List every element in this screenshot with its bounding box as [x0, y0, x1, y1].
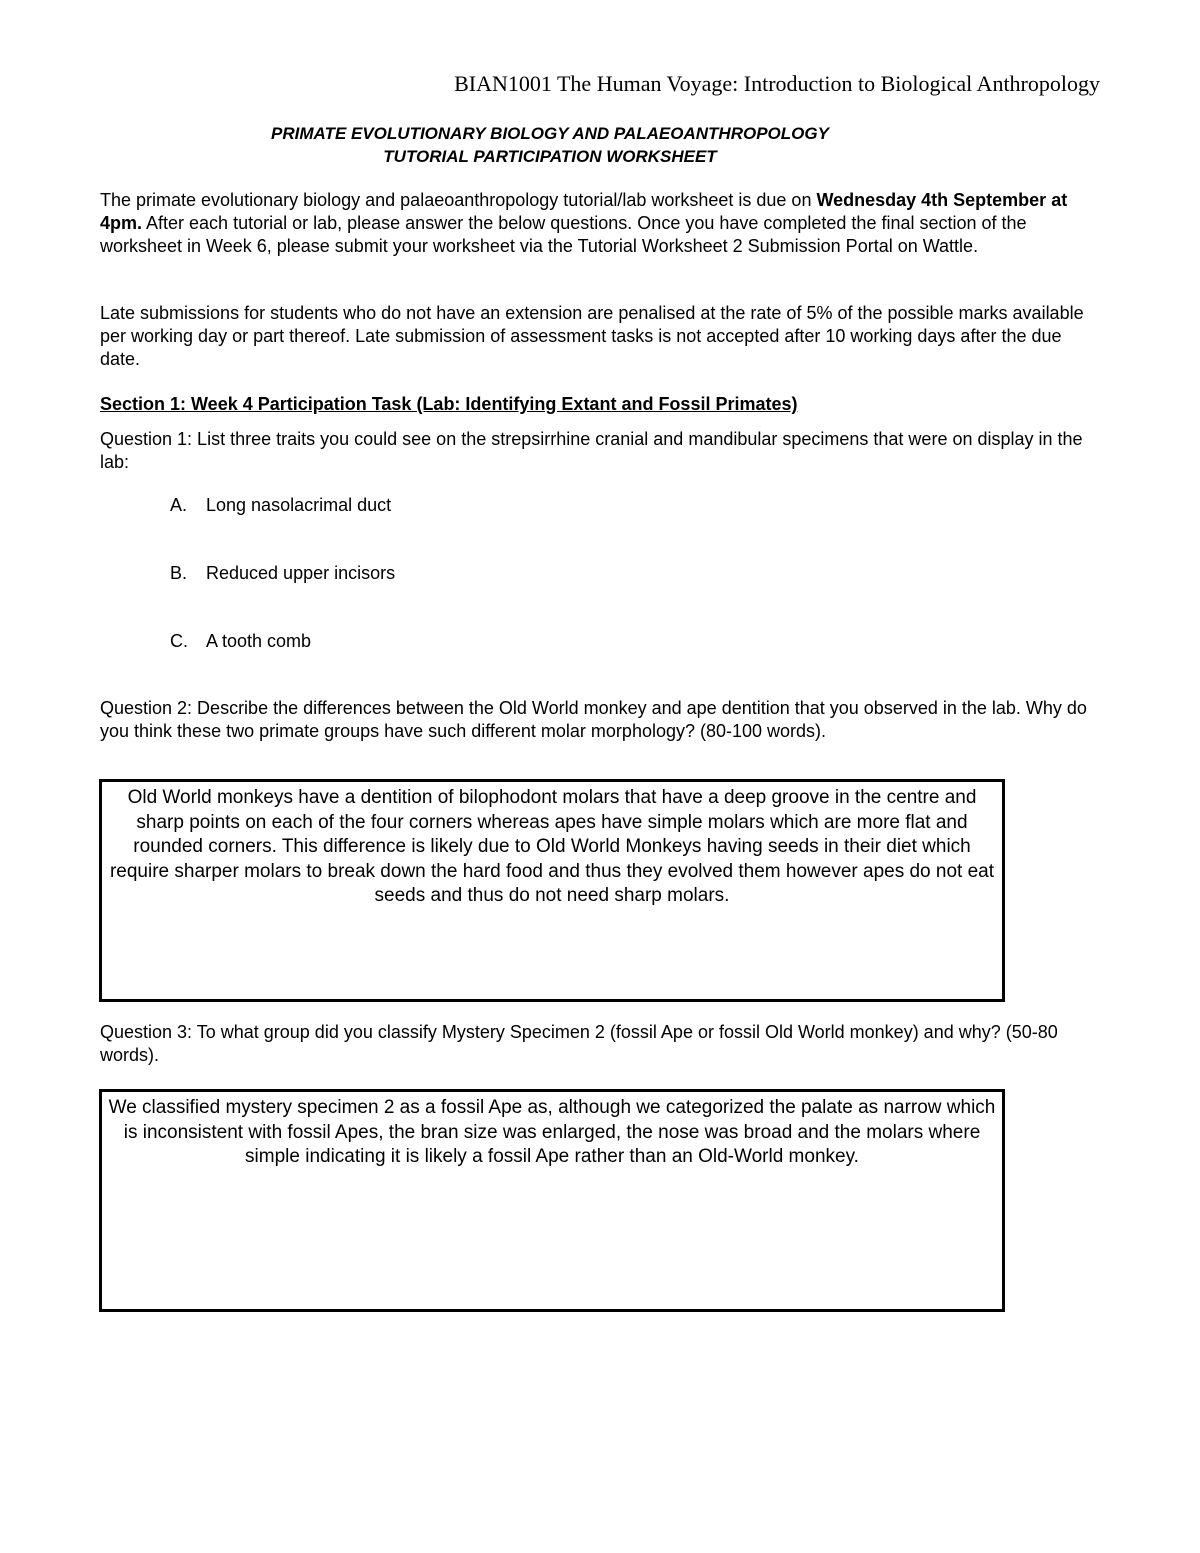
- title-line-2: TUTORIAL PARTICIPATION WORKSHEET: [383, 147, 717, 166]
- intro-text-start: The primate evolutionary biology and palaeoanthropology tutorial/lab worksheet is due on: [100, 190, 817, 210]
- answer-text: Reduced upper incisors: [206, 563, 396, 583]
- intro-paragraph: [100, 189, 1090, 258]
- worksheet-title: [100, 122, 1000, 168]
- answer-item-c: [170, 630, 311, 653]
- answer-item-a: [170, 494, 391, 517]
- answer-text: A tooth comb: [206, 631, 312, 651]
- question-2-answer: Old World monkeys have a dentition of bilophodont molars that have a deep groove in the centre and sharp points on each of the four corners whereas apes have simple molars which are more flat and rounded corners. This difference is likely due to Old World Monkeys having seeds in their diet which require sharper molars to break down the hard food and thus they evolved them however apes do not eat seeds and thus do not need sharp molars.: [109, 787, 995, 906]
- question-3: Question 3: To what group did you classify Mystery Specimen 2 (fossil Ape or fossil Old World monkey) and why? (50-80 words).: [100, 1022, 1058, 1065]
- answer-text: Long nasolacrimal duct: [206, 495, 392, 515]
- question-2-answer-box[interactable]: [99, 779, 1005, 1002]
- answer-letter: B.: [170, 563, 188, 583]
- question-2: Question 2: Describe the differences between the Old World monkey and ape dentition that you observed in the lab. Why do you think these two primate groups have such different molar morphology? (80-100 words).: [100, 698, 1087, 741]
- late-policy-paragraph: Late submissions for students who do not have an extension are penalised at the rate of 5% of the possible marks available per working day or part thereof. Late submission of assessment tasks is not accepted after 10 working days after the due date.: [100, 303, 1084, 369]
- question-3-answer-box[interactable]: [99, 1089, 1005, 1312]
- due-date: Wednesday 4th September at 4pm.: [100, 190, 1068, 233]
- title-line-1: PRIMATE EVOLUTIONARY BIOLOGY AND PALAEOANTHROPOLOGY: [271, 124, 829, 143]
- course-header: BIAN1001 The Human Voyage: Introduction to Biological Anthropology: [454, 71, 1100, 96]
- answer-letter: A.: [170, 495, 188, 515]
- answer-letter: C.: [170, 631, 188, 651]
- question-3-answer: We classified mystery specimen 2 as a fossil Ape as, although we categorized the palate as narrow which is inconsistent with fossil Apes, the bran size was enlarged, the nose was broad and the molars where simple indicating it is likely a fossil Ape rather than an Old-World monkey.: [108, 1097, 996, 1167]
- answer-item-b: [170, 562, 395, 585]
- intro-text-end: After each tutorial or lab, please answer the below questions. Once you have completed the final section of the worksheet in Week 6, please submit your worksheet via the Tutorial Worksheet 2 Submission Portal on Wattle.: [100, 213, 1027, 256]
- section-1-heading: Section 1: Week 4 Participation Task (Lab: Identifying Extant and Fossil Primates): [100, 394, 798, 414]
- question-1: Question 1: List three traits you could see on the strepsirrhine cranial and mandibular specimens that were on display in the lab:: [100, 429, 1083, 472]
